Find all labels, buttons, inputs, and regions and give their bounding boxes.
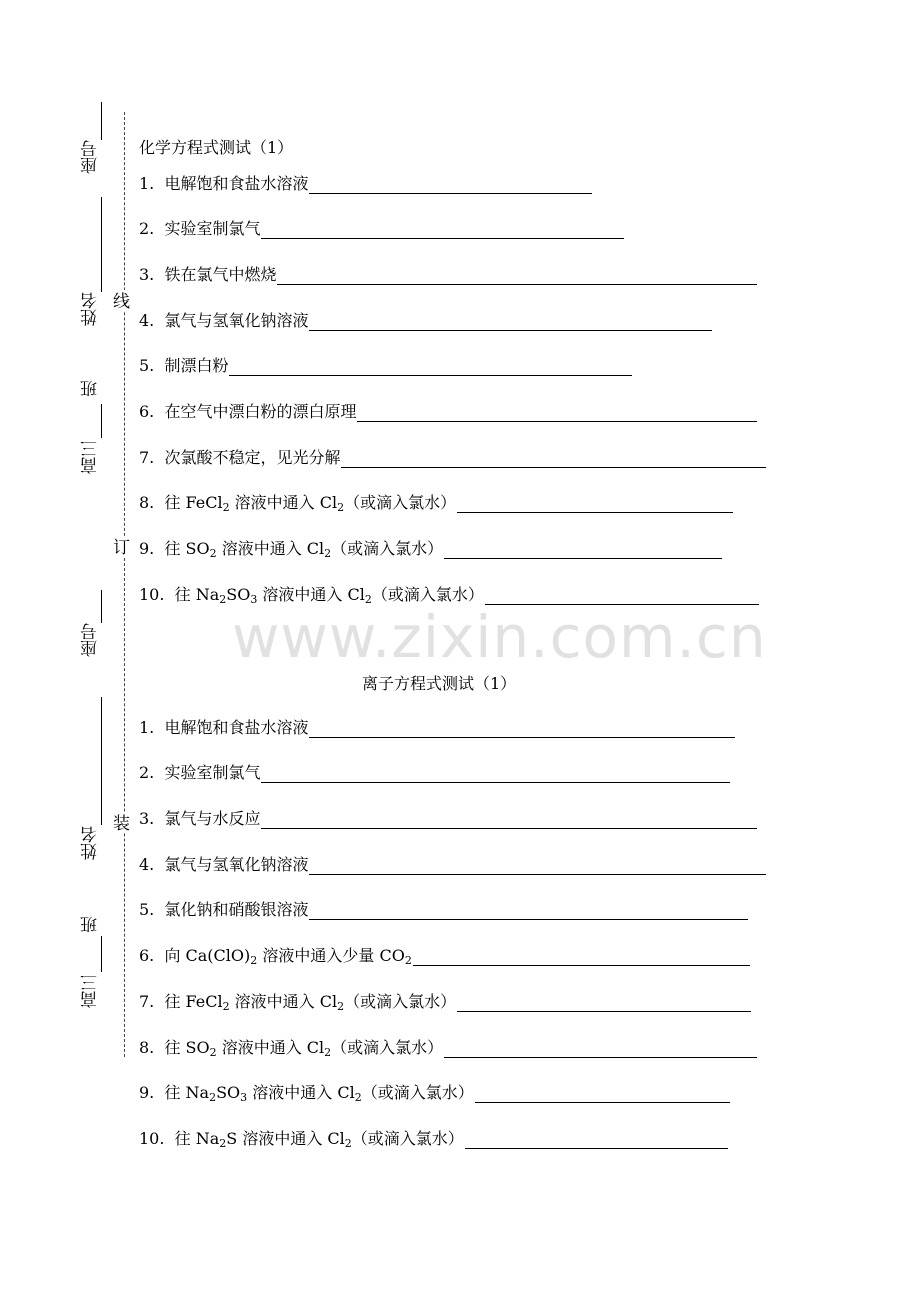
class-prefix-1: 高三 [81, 440, 101, 474]
question-part: SO [216, 1083, 241, 1102]
question-number: 7. [139, 992, 155, 1011]
question-number: 4. [139, 855, 155, 874]
name-blank-1[interactable] [101, 197, 102, 292]
subscript: 3 [240, 1091, 248, 1104]
question-part: 溶液中通入 Cl [237, 1129, 345, 1148]
section2-question-8 [139, 1038, 757, 1058]
question-text [139, 356, 228, 376]
question-number: 5. [139, 356, 155, 375]
answer-blank[interactable] [444, 1041, 757, 1058]
section2-question-6 [139, 946, 750, 966]
class-blank-1[interactable] [101, 404, 102, 438]
question-label: 氯化钠和硝酸银溶液 [164, 900, 309, 919]
question-number: 4. [139, 311, 155, 330]
question-label: 在空气中漂白粉的漂白原理 [164, 402, 357, 421]
question-part: 溶液中通入 Cl [229, 992, 338, 1011]
question-number: 7. [139, 448, 155, 467]
question-label: 氯气与水反应 [164, 809, 261, 828]
subscript: 2 [337, 1000, 345, 1013]
watermark: www.zixin.com.cn [232, 603, 767, 671]
subscript: 2 [404, 954, 412, 967]
question-text [139, 718, 308, 738]
answer-blank[interactable] [229, 359, 632, 376]
question-label: 电解饱和食盐水溶液 [164, 718, 309, 737]
section1-question-7 [139, 448, 766, 468]
question-part: （或滴入氯水） [371, 585, 484, 604]
class-prefix-2: 高三 [81, 974, 101, 1008]
question-number: 8. [139, 1038, 155, 1057]
question-part: 溶液中通入 Cl [247, 1083, 355, 1102]
question-part: 往 FeCl [164, 992, 223, 1011]
question-number: 2. [139, 219, 155, 238]
question-number: 1. [139, 174, 155, 193]
answer-blank[interactable] [485, 588, 759, 605]
answer-blank[interactable] [413, 949, 750, 966]
section2-question-1 [139, 718, 735, 738]
question-label: 氯气与氢氧化钠溶液 [164, 311, 309, 330]
answer-blank[interactable] [357, 405, 757, 422]
question-number: 10. [139, 1129, 165, 1148]
subscript: 2 [222, 1000, 230, 1013]
subscript: 2 [209, 547, 217, 560]
question-label: 电解饱和食盐水溶液 [164, 174, 309, 193]
answer-blank[interactable] [457, 995, 751, 1012]
question-text [139, 174, 308, 194]
section1-question-8 [139, 493, 733, 513]
subscript: 2 [250, 954, 258, 967]
question-text [139, 1083, 474, 1103]
question-part: 溶液中通入少量 CO [257, 946, 405, 965]
subscript: 2 [219, 1137, 227, 1150]
subscript: 2 [209, 1046, 217, 1059]
subscript: 2 [222, 501, 230, 514]
section1-question-10 [139, 585, 759, 605]
subscript: 2 [364, 593, 372, 606]
question-part: 溶液中通入 Cl [257, 585, 365, 604]
question-part: 溶液中通入 Cl [216, 539, 325, 558]
question-part: 往 Na [164, 1083, 210, 1102]
question-number: 2. [139, 763, 155, 782]
question-text [139, 946, 412, 966]
seat-blank-2[interactable] [101, 590, 102, 623]
order-mark: 订 [109, 538, 129, 555]
answer-blank[interactable] [465, 1132, 728, 1149]
section1-question-1 [139, 174, 592, 194]
answer-blank[interactable] [261, 222, 624, 239]
question-number: 9. [139, 539, 155, 558]
answer-blank[interactable] [475, 1086, 730, 1103]
question-text [139, 900, 308, 920]
question-text [139, 585, 484, 605]
answer-blank[interactable] [309, 177, 592, 194]
question-text [139, 992, 456, 1012]
name-blank-2[interactable] [101, 697, 102, 825]
answer-blank[interactable] [261, 766, 730, 783]
class-blank-2[interactable] [101, 936, 102, 972]
section1-question-3 [139, 265, 757, 285]
section2-question-4 [139, 855, 766, 875]
section1-question-5 [139, 356, 632, 376]
question-part: （或滴入氯水） [331, 539, 444, 558]
subscript: 2 [344, 1137, 352, 1150]
name-label-2: 姓名 [81, 826, 101, 860]
question-part: （或滴入氯水） [351, 1129, 464, 1148]
section2-question-10 [139, 1129, 728, 1149]
class-suffix-1: 班 [81, 380, 101, 397]
question-label: 氯气与氢氧化钠溶液 [164, 855, 309, 874]
answer-blank[interactable] [341, 451, 766, 468]
subscript: 3 [250, 593, 258, 606]
question-part: （或滴入氯水） [344, 493, 457, 512]
answer-blank[interactable] [457, 496, 733, 513]
question-text [139, 1038, 443, 1058]
question-number: 3. [139, 809, 155, 828]
section2-question-7 [139, 992, 751, 1012]
section1-question-9 [139, 539, 722, 559]
question-number: 5. [139, 900, 155, 919]
seat-label-1: 座号 [81, 140, 101, 174]
subscript: 2 [209, 1091, 217, 1104]
answer-blank[interactable] [309, 721, 735, 738]
question-text [139, 219, 260, 239]
question-number: 6. [139, 402, 155, 421]
question-part: （或滴入氯水） [344, 992, 457, 1011]
class-suffix-2: 班 [81, 916, 101, 933]
line-mark: 线 [109, 292, 129, 309]
question-label: 实验室制氯气 [164, 763, 261, 782]
question-number: 3. [139, 265, 155, 284]
section1-question-6 [139, 402, 757, 422]
question-part: 往 SO [164, 1038, 210, 1057]
answer-blank[interactable] [277, 268, 757, 285]
question-part: 溶液中通入 Cl [229, 493, 338, 512]
section2-question-5 [139, 900, 748, 920]
question-part: 溶液中通入 Cl [216, 1038, 325, 1057]
subscript: 2 [354, 1091, 362, 1104]
section2-question-2 [139, 763, 730, 783]
question-label: 实验室制氯气 [164, 219, 261, 238]
name-label-1: 姓名 [81, 292, 101, 326]
question-part: 往 SO [164, 539, 210, 558]
question-number: 1. [139, 718, 155, 737]
answer-blank[interactable] [444, 542, 722, 559]
question-part: （或滴入氯水） [361, 1083, 474, 1102]
subscript: 2 [337, 501, 345, 514]
question-label: 制漂白粉 [164, 356, 229, 375]
binding-dashed-line [124, 112, 125, 1057]
question-number: 8. [139, 493, 155, 512]
answer-blank[interactable] [261, 812, 757, 829]
answer-blank[interactable] [309, 903, 748, 920]
question-text [139, 1129, 464, 1149]
question-number: 10. [139, 585, 165, 604]
question-part: 往 Na [174, 585, 220, 604]
question-number: 6. [139, 946, 155, 965]
question-number: 9. [139, 1083, 155, 1102]
question-text [139, 265, 276, 285]
section2-question-3 [139, 809, 757, 829]
question-text [139, 402, 356, 422]
question-part: （或滴入氯水） [331, 1038, 444, 1057]
question-label: 次氯酸不稳定，见光分解 [164, 448, 341, 467]
question-text [139, 809, 260, 829]
section2-title: 离子方程式测试（1） [362, 674, 517, 693]
question-part: 向 Ca(ClO) [164, 946, 251, 965]
seat-blank-1[interactable] [101, 102, 102, 140]
question-part: 往 FeCl [164, 493, 223, 512]
section2-question-9 [139, 1083, 730, 1103]
seat-label-2: 座号 [81, 623, 101, 657]
question-text [139, 311, 308, 331]
subscript: 2 [324, 1046, 332, 1059]
bind-mark: 装 [109, 814, 129, 831]
question-part: SO [226, 585, 251, 604]
question-label: 铁在氯气中燃烧 [164, 265, 277, 284]
answer-blank[interactable] [309, 314, 712, 331]
answer-blank[interactable] [309, 858, 766, 875]
question-text [139, 763, 260, 783]
question-text [139, 539, 443, 559]
section1-question-4 [139, 311, 712, 331]
question-text [139, 493, 456, 513]
subscript: 2 [219, 593, 227, 606]
question-part: S [226, 1129, 238, 1148]
section1-title: 化学方程式测试（1） [139, 138, 294, 157]
question-text [139, 855, 308, 875]
subscript: 2 [324, 547, 332, 560]
question-text [139, 448, 340, 468]
section1-question-2 [139, 219, 624, 239]
question-part: 往 Na [174, 1129, 220, 1148]
